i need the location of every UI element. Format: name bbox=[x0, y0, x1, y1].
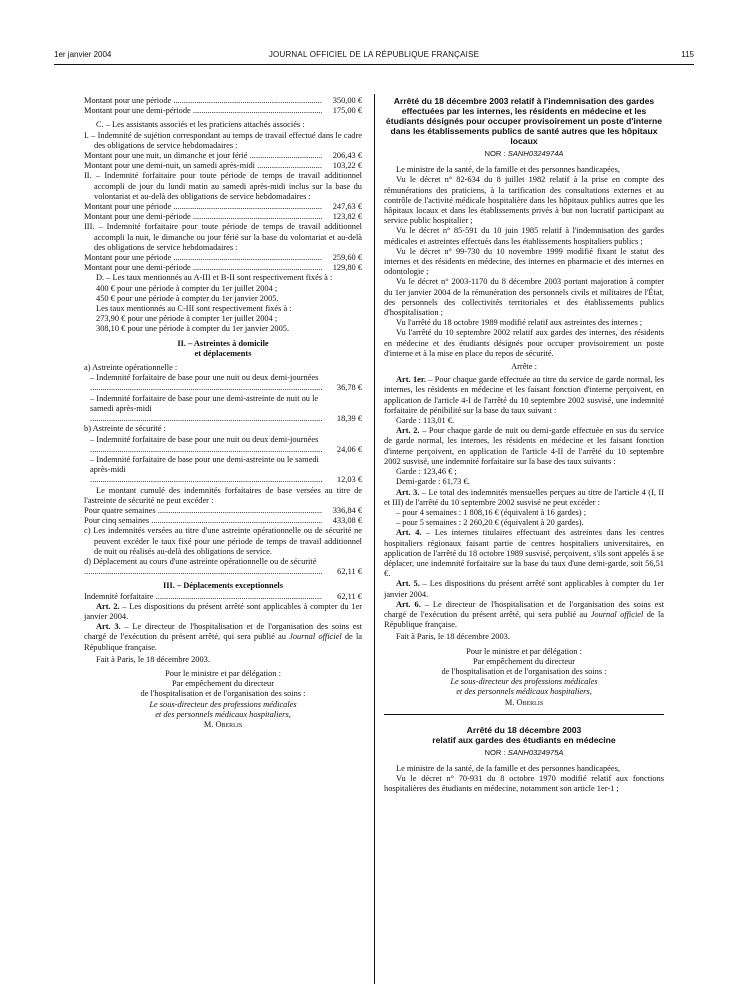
nor-reference: NOR : SANH0324974A bbox=[484, 149, 564, 158]
article-2-rate: Garde : 123,46 € ; bbox=[396, 467, 457, 477]
amount-row: d) Déplacement au cours d'une astreinte opérationnelle ou de sécurité ..... 62,11 € bbox=[84, 557, 362, 577]
article-6: Art. 6. – Le directeur de l'hospitalisation et de l'organisation des soins est chargé de l'exécution du présent arrêté, qui sera publié au Journal officiel de la République française. bbox=[384, 599, 665, 630]
preamble: Le ministre de la santé, de la famille et des personnes handicapées, bbox=[396, 165, 620, 175]
header-date: 1er janvier 2004 bbox=[54, 50, 112, 59]
amount-row: Montant pour une demi-période ..... 123,82 € bbox=[84, 212, 362, 222]
amount-row: – Indemnité forfaitaire de base pour une demi-astreinte de nuit ou le samedi après-midi ..... 18,39 € bbox=[84, 394, 362, 425]
rate-line: 450 € pour une période à compter du 1er janvier 2005. bbox=[96, 293, 279, 303]
article-1: Art. 1er. – Pour chaque garde effectuée au titre du service de garde normal, les internes, les résidents en médecine et les faisant fonction d'interne perçoivent, en application de l'article 4-I de l'arrêté du 10 septembre 2002 susvisé, une indemnité forfaitaire de pénibilité sur la base du taux suivant : bbox=[384, 375, 665, 415]
article-2: Art. 2. – Les dispositions du présent arrêté sont applicables à compter du 1er janvier 2004. bbox=[84, 601, 362, 621]
signature-line: de l'hospitalisation et de l'organisation des soins : bbox=[140, 689, 306, 699]
subsection-b: b) Astreinte de sécurité : bbox=[84, 424, 166, 434]
amount-row: Indemnité forfaitaire ..... 62,11 € bbox=[84, 592, 362, 602]
article-2: Art. 2. – Pour chaque garde de nuit ou demi-garde effectuée en sus du service de garde normal, les internes, les résidents en médecine et les faisant fonction d'interne perçoivent, en application de l'article 4-II de l'arrêté du 10 septembre 2002 susvisé, une indemnité forfaitaire sur la base des taux suivants : bbox=[384, 426, 664, 466]
amount-row: Montant pour une période ..... 259,60 € bbox=[84, 253, 362, 263]
rate-line: 308,10 € pour une période à compter du 1er janvier 2005. bbox=[96, 324, 290, 334]
subsection-c: c) Les indemnités versées au titre d'une astreinte opérationnelle ou de sécurité ne peuvent excéder le taux fixé pour une période de temps de travail additionnel de nuit ou réalisés au-delà des obligations de service. bbox=[84, 526, 362, 556]
amount-row: Montant pour une période ..... 247,63 € bbox=[84, 202, 362, 212]
article-2-rate: Demi-garde : 61,73 €. bbox=[396, 477, 470, 487]
section-ii-heading-2: et déplacements bbox=[194, 348, 252, 358]
rate-line: 273,90 € pour une période à compter 1er juillet 2004 ; bbox=[96, 314, 278, 324]
signature-line: Le sous-directeur des professions médicales bbox=[450, 677, 598, 687]
decree-title-2: Arrêté du 18 décembre 2003 bbox=[466, 724, 582, 735]
section-d-text: D. – Les taux mentionnés au A-III et B-II sont respectivement fixés à : bbox=[96, 273, 333, 283]
article-1-rate: Garde : 113,01 €. bbox=[396, 416, 455, 426]
signature-line: Par empêchement du directeur bbox=[171, 679, 275, 689]
right-column bbox=[384, 96, 664, 795]
signatory-name: M. Oberlis bbox=[504, 697, 544, 707]
nor-reference: NOR : SANH0324975A bbox=[484, 747, 564, 757]
arrete-label: Arrête : bbox=[511, 362, 537, 372]
decree-title: Arrêté du 18 décembre 2003 relatif à l'indemnisation des gardes effectuées par les internes, les résidents en médecine et les étudiants désignés pour occuper provisoirement un poste d'interne dans les établissements publics de santé autres que les hôpitaux locaux bbox=[385, 96, 663, 146]
section-ii-heading: II. – Astreintes à domicile bbox=[177, 338, 269, 348]
cumul-text: Le montant cumulé des indemnités forfaitaires de base versées au titre de l'astreinte de sécurité ne peut excéder : bbox=[84, 485, 362, 505]
amount-row: – Indemnité forfaitaire de base pour une nuit ou deux demi-journées ..... 24,06 € bbox=[84, 435, 362, 455]
rate-intro: Les taux mentionnés au C-III sont respectivement fixés à : bbox=[96, 304, 292, 314]
section-iii-heading: III. – Déplacements exceptionnels bbox=[162, 581, 284, 591]
header-page-number: 115 bbox=[681, 50, 694, 59]
column-divider bbox=[374, 94, 375, 984]
section-c-heading: C. – Les assistants associés et les praticiens attachés associés : bbox=[96, 120, 305, 130]
signature-line: et des personnels médicaux hospitaliers, bbox=[456, 687, 592, 697]
amount-row: Pour quatre semaines ..... 336,84 € bbox=[84, 506, 362, 516]
rate-line: 400 € pour une période à compter du 1er juillet 2004 ; bbox=[96, 283, 278, 293]
decree-separator bbox=[384, 714, 664, 715]
article-4: Art. 4. – Les internes titulaires effectuant des astreintes dans les centres hospitaliers régionaux faisant partie de centres hospitaliers universitaires, en application de l'arrêté du 18 octobre 1989 susvisé, perçoivent, s'ils sont appelés à se déplacer, une indemnité forfaitaire sur la base du taux d'une demi-garde, soit 56,51 €. bbox=[384, 528, 665, 579]
amount-row: – Indemnité forfaitaire de base pour une demi-astreinte ou le samedi après-midi ..... 12,03 € bbox=[84, 455, 362, 486]
header-journal-title: JOURNAL OFFICIEL DE LA RÉPUBLIQUE FRANÇAISE bbox=[268, 50, 480, 59]
amount-row: Montant pour une demi-période ..... 175,00 € bbox=[84, 106, 362, 116]
visa: Vu le décret n° 70-931 du 8 octobre 1970 modifié relatif aux fonctions hospitalières des étudiants en médecine, notamment son article 1er-1 ; bbox=[384, 774, 664, 794]
article-3: Art. 3. – Le total des indemnités mensuelles perçues au titre de l'article 4 (I, II et III) de l'arrêté du 10 septembre 2002 susvisé ne peut excéder : bbox=[384, 487, 664, 507]
signature-line: Le sous-directeur des professions médicales bbox=[149, 699, 297, 709]
signature-line: Pour le ministre et par délégation : bbox=[165, 668, 281, 678]
signature-date: Fait à Paris, le 18 décembre 2003. bbox=[396, 632, 510, 642]
visa: Vu l'arrêté du 18 octobre 1989 modifié relatif aux astreintes des internes ; bbox=[396, 318, 643, 328]
visa: Vu l'arrêté du 10 septembre 2002 relatif aux gardes des internes, des résidents en médecine et des étudiants désignés pour occuper provisoirement un poste d'interne et à la mise en place du repos de sécurité. bbox=[384, 328, 664, 358]
signature-line: Par empêchement du directeur bbox=[472, 656, 576, 666]
preamble: Le ministre de la santé, de la famille et des personnes handicapées, bbox=[396, 763, 620, 773]
page-header bbox=[54, 50, 694, 65]
article-5: Art. 5. – Les dispositions du présent arrêté sont applicables à compter du 1er janvier 2004. bbox=[384, 579, 665, 599]
amount-row: – Indemnité forfaitaire de base pour une nuit ou deux demi-journées ..... 36,78 € bbox=[84, 373, 362, 393]
signature-line: de l'hospitalisation et de l'organisation des soins : bbox=[441, 666, 607, 676]
article-3: Art. 3. – Le directeur de l'hospitalisation et de l'organisation des soins est chargé de l'exécution du présent arrêté, qui sera publié au Journal officiel de la République française. bbox=[84, 622, 363, 652]
article-3-limit: – pour 5 semaines : 2 260,20 € (équivalent à 20 gardes). bbox=[396, 518, 584, 528]
signature-date: Fait à Paris, le 18 décembre 2003. bbox=[96, 654, 210, 664]
visa: Vu le décret n° 85-591 du 10 juin 1985 relatif à l'indemnisation des gardes médicales et astreintes effectués dans les établissements hospitaliers publics ; bbox=[384, 226, 664, 246]
amount-row: Pour cinq semaines ..... 433,08 € bbox=[84, 516, 362, 526]
amount-row: Montant pour une demi-nuit, un samedi après-midi ..... 103,22 € bbox=[84, 161, 362, 171]
amount-row: Montant pour une période ..... 350,00 € bbox=[84, 96, 362, 106]
signature-line: et des personnels médicaux hospitaliers, bbox=[155, 709, 291, 719]
paragraph-ii: II. – Indemnité forfaitaire pour toute période de temps de travail additionnel accompli de jour du lundi matin au samedi après-midi inclus sur la base du volontariat et au-delà des obligations de service hebdomadaires : bbox=[84, 171, 362, 201]
visa: Vu le décret n° 99-730 du 10 novembre 1999 modifié fixant le statut des internes et des résidents en médecine, des internes en pharmacie et des internes en odontologie ; bbox=[384, 246, 664, 277]
signature-line: Pour le ministre et par délégation : bbox=[466, 646, 582, 656]
signatory-name: M. Oberlis bbox=[203, 719, 243, 729]
visa: Vu le décret n° 82-634 du 8 juillet 1982 relatif à la prise en compte des rémunérations des praticiens, à la tarification des consultations externes et au contrôle de l'activité médicale hospitalière dans les hôpitaux publics autres que les hôpitaux locaux et dans les établissements privés à but non lucratif participant au service public hospitalier ; bbox=[384, 175, 664, 226]
article-3-limit: – pour 4 semaines : 1 808,16 € (équivalent à 16 gardes) ; bbox=[396, 507, 587, 517]
left-column bbox=[84, 96, 362, 730]
amount-row: Montant pour une demi-période ..... 129,80 € bbox=[84, 263, 362, 273]
visa: Vu le décret n° 2003-1170 du 8 décembre 2003 portant majoration à compter du 1er janvier 2004 de la rémunération des personnels civils et militaires de l'État, des personnels des collectivités territoriales et des établissements publics d'hospitalisation ; bbox=[384, 277, 664, 318]
subsection-a: a) Astreinte opérationnelle : bbox=[84, 363, 178, 373]
paragraph-iii: III. – Indemnité forfaitaire pour toute période de temps de travail additionnel accompli la nuit, le dimanche ou jour férié sur la base du volontariat et au-delà des obligations de service hebdomadaires : bbox=[84, 222, 362, 252]
amount-row: Montant pour une nuit, un dimanche et jour férié ..... 206,43 € bbox=[84, 151, 362, 161]
paragraph-i: I. – Indemnité de sujétion correspondant au temps de travail effectué dans le cadre des obligations de service hebdomadaires : bbox=[84, 130, 362, 150]
decree-title-2b: relatif aux gardes des étudiants en médecine bbox=[432, 734, 616, 745]
